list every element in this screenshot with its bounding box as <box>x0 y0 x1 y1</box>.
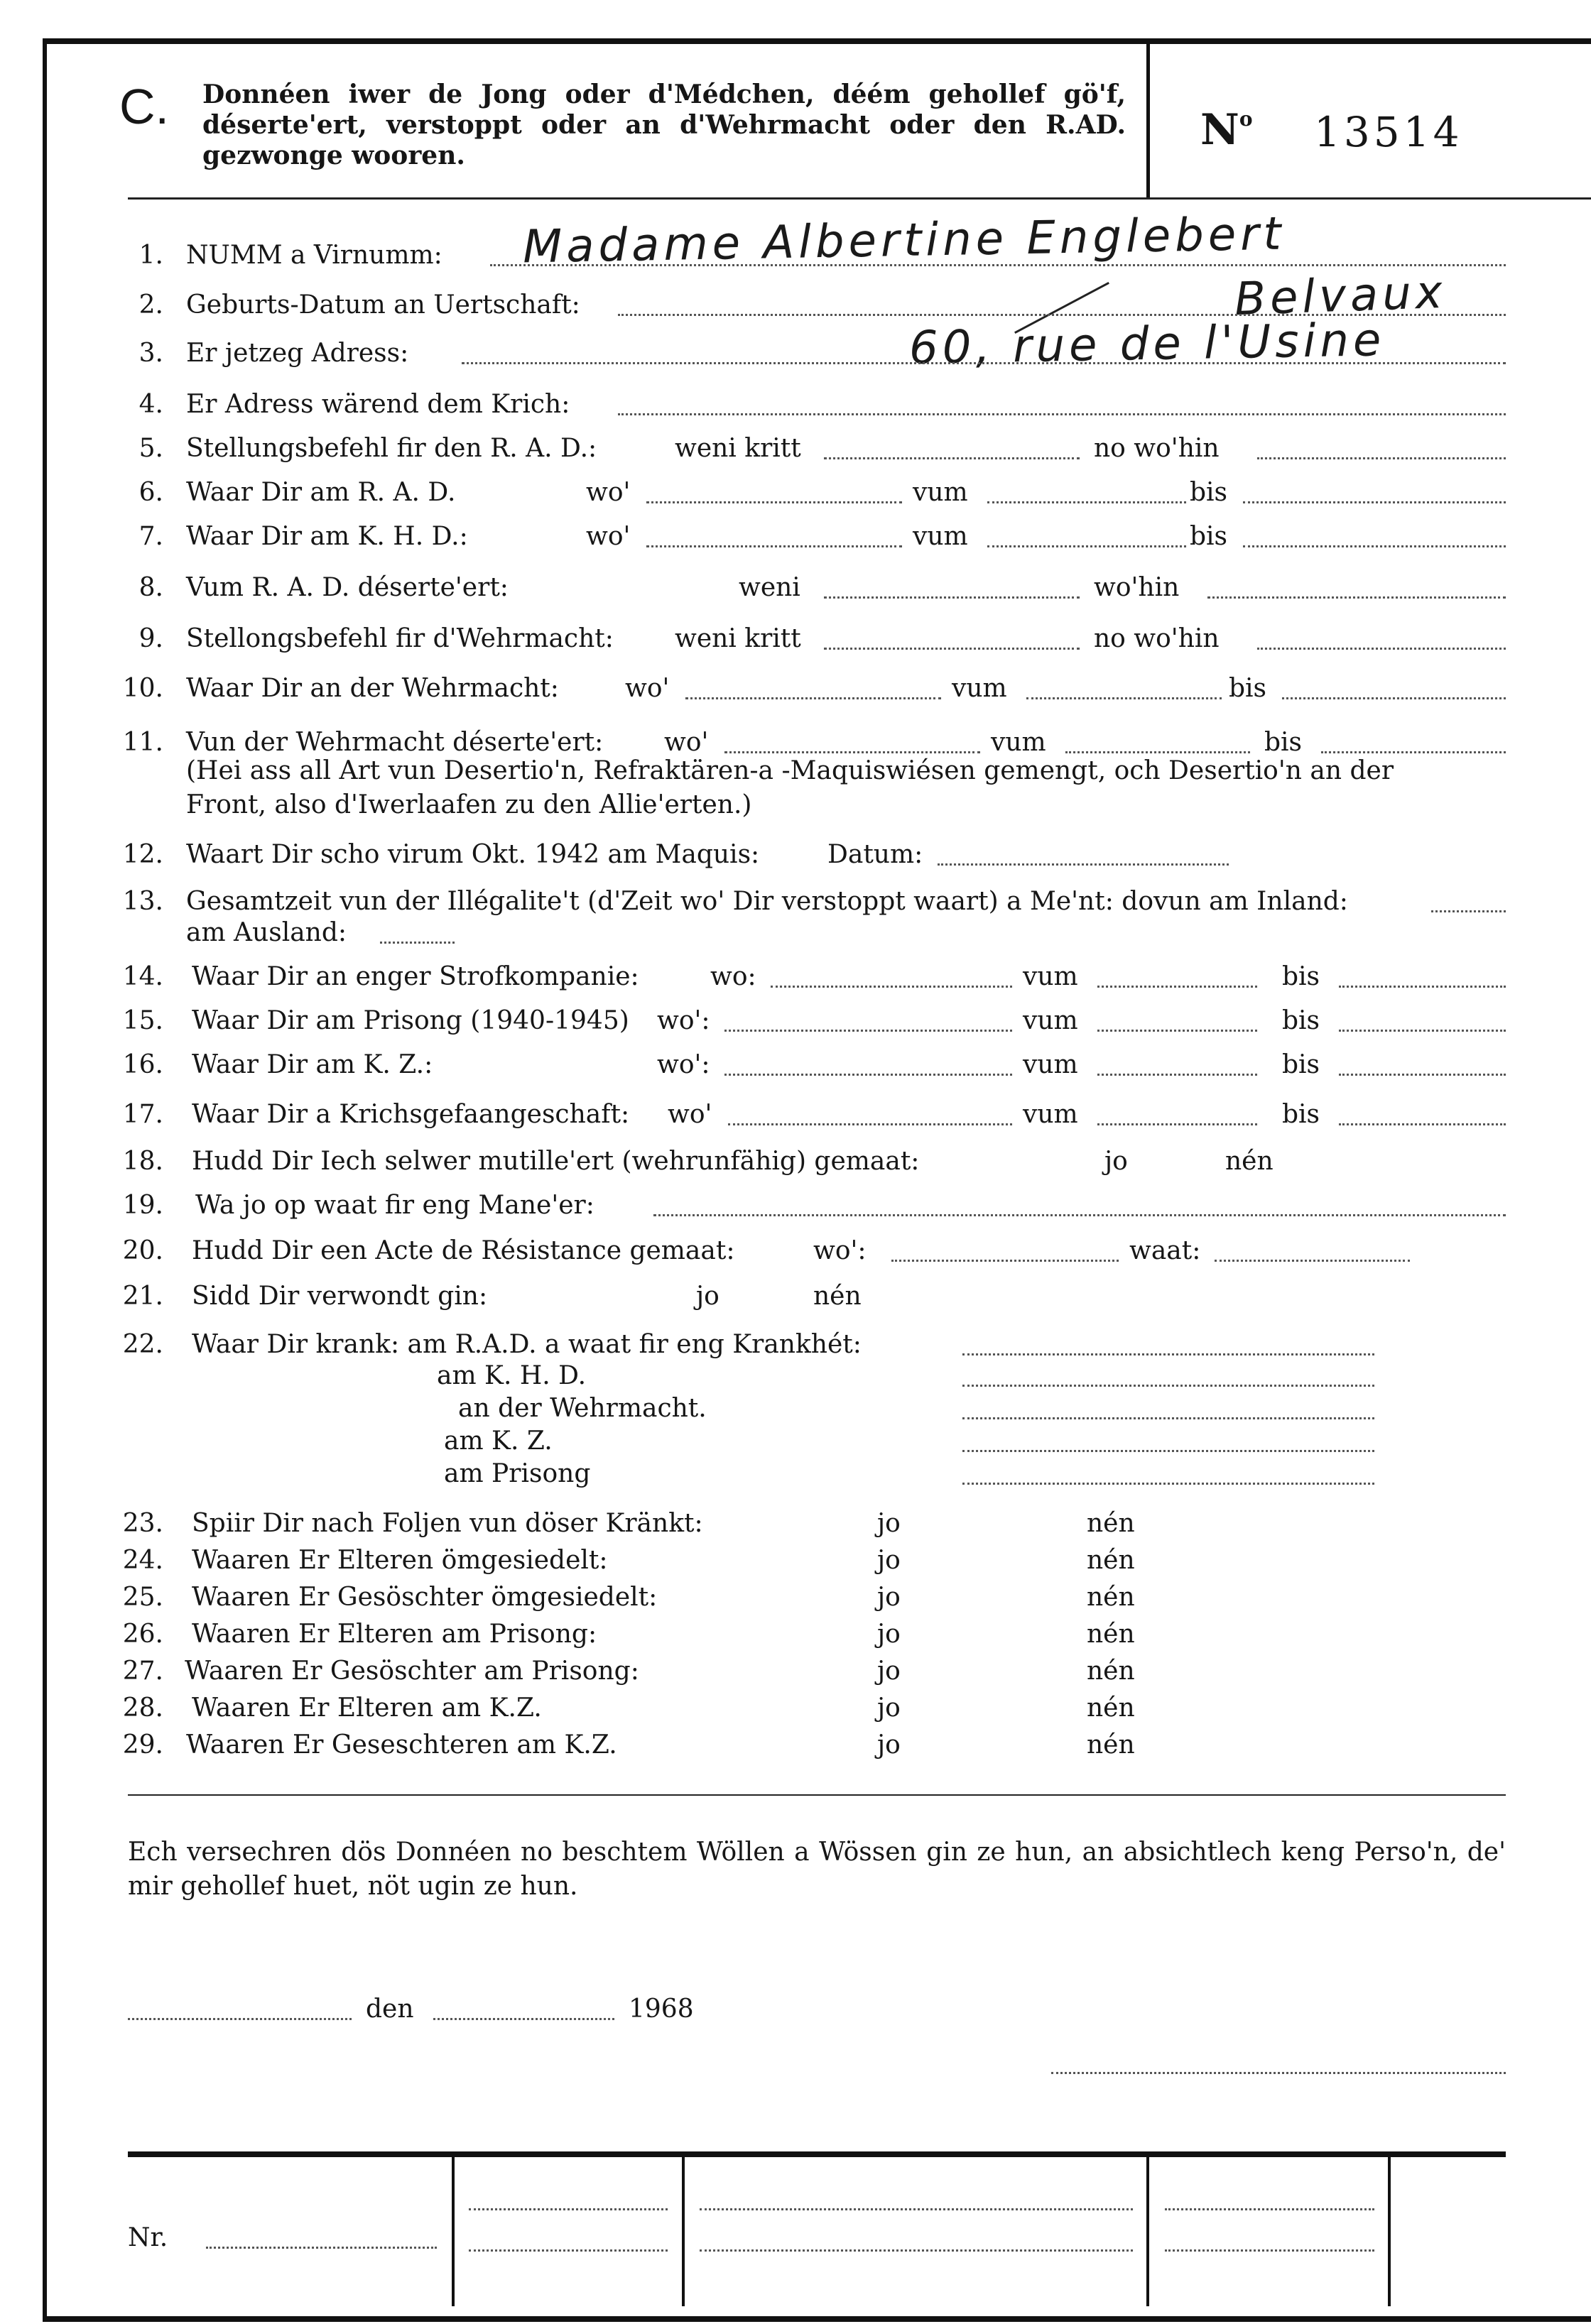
field-label: wo' <box>664 728 709 757</box>
declaration-text: Ech versechren dös Donnéen no beschtem Wöllen a Wössen gin ze hun, an absichtlech keng Perso'n, de' mir gehollef huet, nöt ugin ze hun. <box>128 1838 1506 1901</box>
answer-field[interactable] <box>962 1417 1374 1419</box>
answer-field[interactable] <box>962 1353 1374 1355</box>
row-label: Waar Dir am K. H. D.: <box>186 522 468 551</box>
answer-field[interactable] <box>771 986 1012 988</box>
row-number: 3. <box>139 339 163 368</box>
row-number: 10. <box>122 674 163 703</box>
nr-field[interactable] <box>206 2247 437 2249</box>
answer-field[interactable] <box>1339 1030 1506 1032</box>
answer-field[interactable] <box>1339 1123 1506 1125</box>
answer-field[interactable] <box>1026 697 1222 699</box>
field-label: Datum: <box>827 840 923 869</box>
yes-option[interactable]: jo <box>877 1546 901 1575</box>
field-label: weni kritt <box>675 624 801 653</box>
field-label: bis <box>1282 962 1320 991</box>
field-label: vum <box>991 728 1046 757</box>
row-11-note-1: (Hei ass all Art vun Desertio'n, Refraktären-a -Maquiswiésen gemengt, och Desertio'n an der <box>186 756 1394 785</box>
field-label: waat: <box>1129 1236 1201 1265</box>
answer-field[interactable] <box>653 1214 1506 1216</box>
field-label: vum <box>913 522 968 551</box>
row-number: 12. <box>122 840 163 869</box>
field-label: vum <box>1023 1006 1078 1035</box>
yes-option[interactable]: jo <box>1104 1147 1128 1176</box>
field-label: bis <box>1282 1006 1320 1035</box>
answer-field[interactable] <box>618 413 1506 415</box>
field-label: weni <box>739 573 800 602</box>
row-label: Hudd Dir Iech selwer mutille'ert (wehrunfähig) gemaat: <box>192 1147 920 1176</box>
row-label: Waar Dir am Prisong (1940-1945) <box>192 1006 629 1035</box>
row-label: Waar Dir am K. Z.: <box>192 1050 433 1079</box>
answer-field[interactable] <box>891 1260 1119 1262</box>
footer-field[interactable] <box>1165 2249 1374 2252</box>
row-label: Waart Dir scho virum Okt. 1942 am Maquis: <box>186 840 760 869</box>
row-number: 1. <box>139 241 163 270</box>
answer-field[interactable] <box>1215 1260 1410 1262</box>
row-number: 13. <box>122 887 163 916</box>
yes-option[interactable]: jo <box>877 1657 901 1686</box>
row-number: 5. <box>139 434 163 463</box>
row-label: Gesamtzeit vun der Illégalite't (d'Zeit wo' Dir verstoppt waart) a Me'nt: dovun am Inland: <box>186 887 1348 916</box>
header-rule <box>128 197 1591 200</box>
field-label: wo: <box>710 962 756 991</box>
answer-field[interactable] <box>1257 457 1506 459</box>
row-label: Waaren Er Gesöschter am Prisong: <box>185 1657 639 1686</box>
answer-field-address[interactable] <box>462 362 1506 364</box>
answer-field[interactable] <box>1207 596 1506 599</box>
row-number: 26. <box>122 1620 163 1649</box>
header-divider <box>1146 44 1150 199</box>
row-label: Stellongsbefehl fir d'Wehrmacht: <box>186 624 614 653</box>
answer-field[interactable] <box>962 1385 1374 1387</box>
field-label: vum <box>1023 962 1078 991</box>
answer-field[interactable] <box>962 1450 1374 1452</box>
row-number: 18. <box>122 1147 163 1176</box>
footer-column-divider <box>1388 2157 1391 2306</box>
row-number: 15. <box>122 1006 163 1035</box>
answer-field[interactable] <box>1097 986 1257 988</box>
field-label: wo': <box>657 1006 710 1035</box>
no-option[interactable]: nén <box>1087 1693 1135 1723</box>
number-symbol: $N^o$ <box>1200 105 1253 155</box>
yes-option[interactable]: jo <box>877 1730 901 1760</box>
row-label: NUMM a Virnumm: <box>186 241 442 270</box>
handwritten-address: 60, rue de l'Usine <box>908 314 1386 375</box>
row-number: 4. <box>139 390 163 419</box>
yes-option[interactable]: jo <box>877 1693 901 1723</box>
row-label: Waaren Er Elteren am Prisong: <box>192 1620 597 1649</box>
row-number: 24. <box>122 1546 163 1575</box>
row-label: Vun der Wehrmacht déserte'ert: <box>186 728 604 757</box>
row-number: 14. <box>122 962 163 991</box>
field-label: wo': <box>657 1050 710 1079</box>
answer-field[interactable] <box>824 457 1080 459</box>
row-label: Hudd Dir een Acte de Résistance gemaat: <box>192 1236 735 1265</box>
answer-field[interactable] <box>824 648 1080 650</box>
section-divider <box>128 1794 1506 1796</box>
row-label: an der Wehrmacht. <box>458 1394 707 1423</box>
field-label: vum <box>1023 1050 1078 1079</box>
footer-field[interactable] <box>469 2208 668 2210</box>
field-label: wo' <box>586 522 631 551</box>
answer-field[interactable] <box>685 697 941 699</box>
date-field[interactable] <box>433 2018 614 2020</box>
field-label: no wo'hin <box>1094 434 1220 463</box>
field-label: bis <box>1282 1050 1320 1079</box>
row-label: am K. Z. <box>444 1426 553 1456</box>
row-number: 6. <box>139 478 163 507</box>
footer-rule <box>128 2151 1506 2157</box>
row-number: 7. <box>139 522 163 551</box>
row-number: 29. <box>122 1730 163 1760</box>
row-label: Waar Dir a Krichsgefaangeschaft: <box>192 1100 630 1129</box>
answer-field-birth[interactable] <box>618 314 1506 316</box>
section-letter: C. <box>119 79 169 134</box>
answer-field[interactable] <box>1321 751 1506 753</box>
field-label: vum <box>913 478 968 507</box>
row-number: 2. <box>139 290 163 320</box>
row-label: Waar Dir krank: am R.A.D. a waat fir eng Krankhét: <box>192 1330 862 1359</box>
answer-field[interactable] <box>646 501 902 503</box>
footer-field[interactable] <box>1165 2208 1374 2210</box>
no-option[interactable]: nén <box>1087 1620 1135 1649</box>
row-number: 9. <box>139 624 163 653</box>
year-label: 1968 <box>629 1995 694 2024</box>
row-label: Wa jo op waat fir eng Mane'er: <box>195 1191 594 1220</box>
no-option[interactable]: nén <box>1087 1546 1135 1575</box>
row-label: Vum R. A. D. déserte'ert: <box>186 573 509 602</box>
signature-line[interactable] <box>1051 2072 1506 2074</box>
row-label: Geburts-Datum an Uertschaft: <box>186 290 580 320</box>
answer-field[interactable] <box>1097 1030 1257 1032</box>
row-number: 25. <box>122 1583 163 1612</box>
answer-field[interactable] <box>987 545 1186 547</box>
row-label: Sidd Dir verwondt gin: <box>192 1282 488 1311</box>
handwritten-name: Madame Albertine Englebert <box>522 207 1286 274</box>
field-label: bis <box>1229 674 1267 703</box>
yes-option[interactable]: jo <box>696 1282 720 1311</box>
field-label: wo'hin <box>1094 573 1180 602</box>
field-label: bis <box>1282 1100 1320 1129</box>
page-frame <box>43 38 1591 2322</box>
row-label: am Ausland: <box>186 918 347 947</box>
row-11-note-2: Front, also d'Iwerlaafen zu den Allie'erten.) <box>186 790 752 819</box>
row-label: Stellungsbefehl fir den R. A. D.: <box>186 434 597 463</box>
footer-column-divider <box>682 2157 685 2306</box>
form-title: Donnéen iwer de Jong oder d'Médchen, déém gehollef gö'f, déserte'ert, verstoppt oder an d'Wehrmacht oder den R.AD. gezwonge wooren. <box>202 80 1126 170</box>
answer-field[interactable] <box>1065 751 1250 753</box>
answer-field[interactable] <box>1339 986 1506 988</box>
no-option[interactable]: nén <box>1087 1730 1135 1760</box>
row-label: Er jetzeg Adress: <box>186 339 409 368</box>
field-label: weni kritt <box>675 434 801 463</box>
answer-field[interactable] <box>1097 1074 1257 1076</box>
row-label: Waar Dir an der Wehrmacht: <box>186 674 559 703</box>
answer-field[interactable] <box>728 1123 1012 1125</box>
no-option[interactable]: nén <box>813 1282 862 1311</box>
footer-field[interactable] <box>469 2249 668 2252</box>
answer-field[interactable] <box>1282 697 1506 699</box>
row-number: 23. <box>122 1509 163 1538</box>
footer-column-divider <box>452 2157 455 2306</box>
answer-field[interactable] <box>962 1483 1374 1485</box>
handwritten-birth-place: Belvaux <box>1233 266 1448 327</box>
field-label: vum <box>952 674 1007 703</box>
answer-field[interactable] <box>987 501 1186 503</box>
row-label: Er Adress wärend dem Krich: <box>186 390 570 419</box>
field-label: no wo'hin <box>1094 624 1220 653</box>
row-number: 27. <box>122 1657 163 1686</box>
answer-field[interactable] <box>1243 501 1506 503</box>
answer-field[interactable] <box>1431 910 1506 912</box>
row-label: am Prisong <box>444 1459 591 1488</box>
field-label: bis <box>1190 478 1228 507</box>
answer-field[interactable] <box>938 863 1229 866</box>
row-label: Waaren Er Geseschteren am K.Z. <box>186 1730 617 1760</box>
field-label: bis <box>1264 728 1303 757</box>
place-field[interactable] <box>128 2018 352 2020</box>
row-number: 21. <box>122 1282 163 1311</box>
no-option[interactable]: nén <box>1087 1509 1135 1538</box>
field-label: bis <box>1190 522 1228 551</box>
no-option[interactable]: nén <box>1087 1657 1135 1686</box>
form-number: 13514 <box>1314 108 1463 156</box>
field-label: wo' <box>668 1100 712 1129</box>
row-number: 19. <box>122 1191 163 1220</box>
field-label: wo' <box>586 478 631 507</box>
answer-field[interactable] <box>1339 1074 1506 1076</box>
row-label: Waaren Er Elteren ömgesiedelt: <box>192 1546 608 1575</box>
answer-field[interactable] <box>380 942 455 944</box>
answer-field[interactable] <box>724 1030 1012 1032</box>
date-label: den <box>366 1995 414 2024</box>
row-number: 17. <box>122 1100 163 1129</box>
field-label: wo' <box>625 674 670 703</box>
footer-field[interactable] <box>700 2249 1133 2252</box>
nr-label: Nr. <box>128 2223 168 2252</box>
row-number: 11. <box>122 728 163 757</box>
row-label: am K. H. D. <box>437 1361 587 1390</box>
answer-field[interactable] <box>1097 1123 1257 1125</box>
answer-field[interactable] <box>724 751 980 753</box>
no-option[interactable]: nén <box>1087 1583 1135 1612</box>
row-label: Spiir Dir nach Foljen vun döser Kränkt: <box>192 1509 703 1538</box>
answer-field[interactable] <box>724 1074 1012 1076</box>
field-label: wo': <box>813 1236 867 1265</box>
answer-field-name[interactable] <box>490 264 1506 266</box>
answer-field[interactable] <box>824 596 1080 599</box>
row-label: Waaren Er Gesöschter ömgesiedelt: <box>192 1583 658 1612</box>
row-number: 20. <box>122 1236 163 1265</box>
row-number: 16. <box>122 1050 163 1079</box>
yes-option[interactable]: jo <box>877 1583 901 1612</box>
row-label: Waar Dir an enger Strofkompanie: <box>192 962 639 991</box>
no-option[interactable]: nén <box>1225 1147 1274 1176</box>
field-label: vum <box>1023 1100 1078 1129</box>
row-number: 22. <box>122 1330 163 1359</box>
footer-column-divider <box>1146 2157 1149 2306</box>
yes-option[interactable]: jo <box>877 1620 901 1649</box>
yes-option[interactable]: jo <box>877 1509 901 1538</box>
row-number: 8. <box>139 573 163 602</box>
answer-field[interactable] <box>646 545 902 547</box>
row-label: Waaren Er Elteren am K.Z. <box>192 1693 542 1723</box>
row-number: 28. <box>122 1693 163 1723</box>
answer-field[interactable] <box>1243 545 1506 547</box>
footer-field[interactable] <box>700 2208 1133 2210</box>
answer-field[interactable] <box>1257 648 1506 650</box>
row-label: Waar Dir am R. A. D. <box>186 478 456 507</box>
